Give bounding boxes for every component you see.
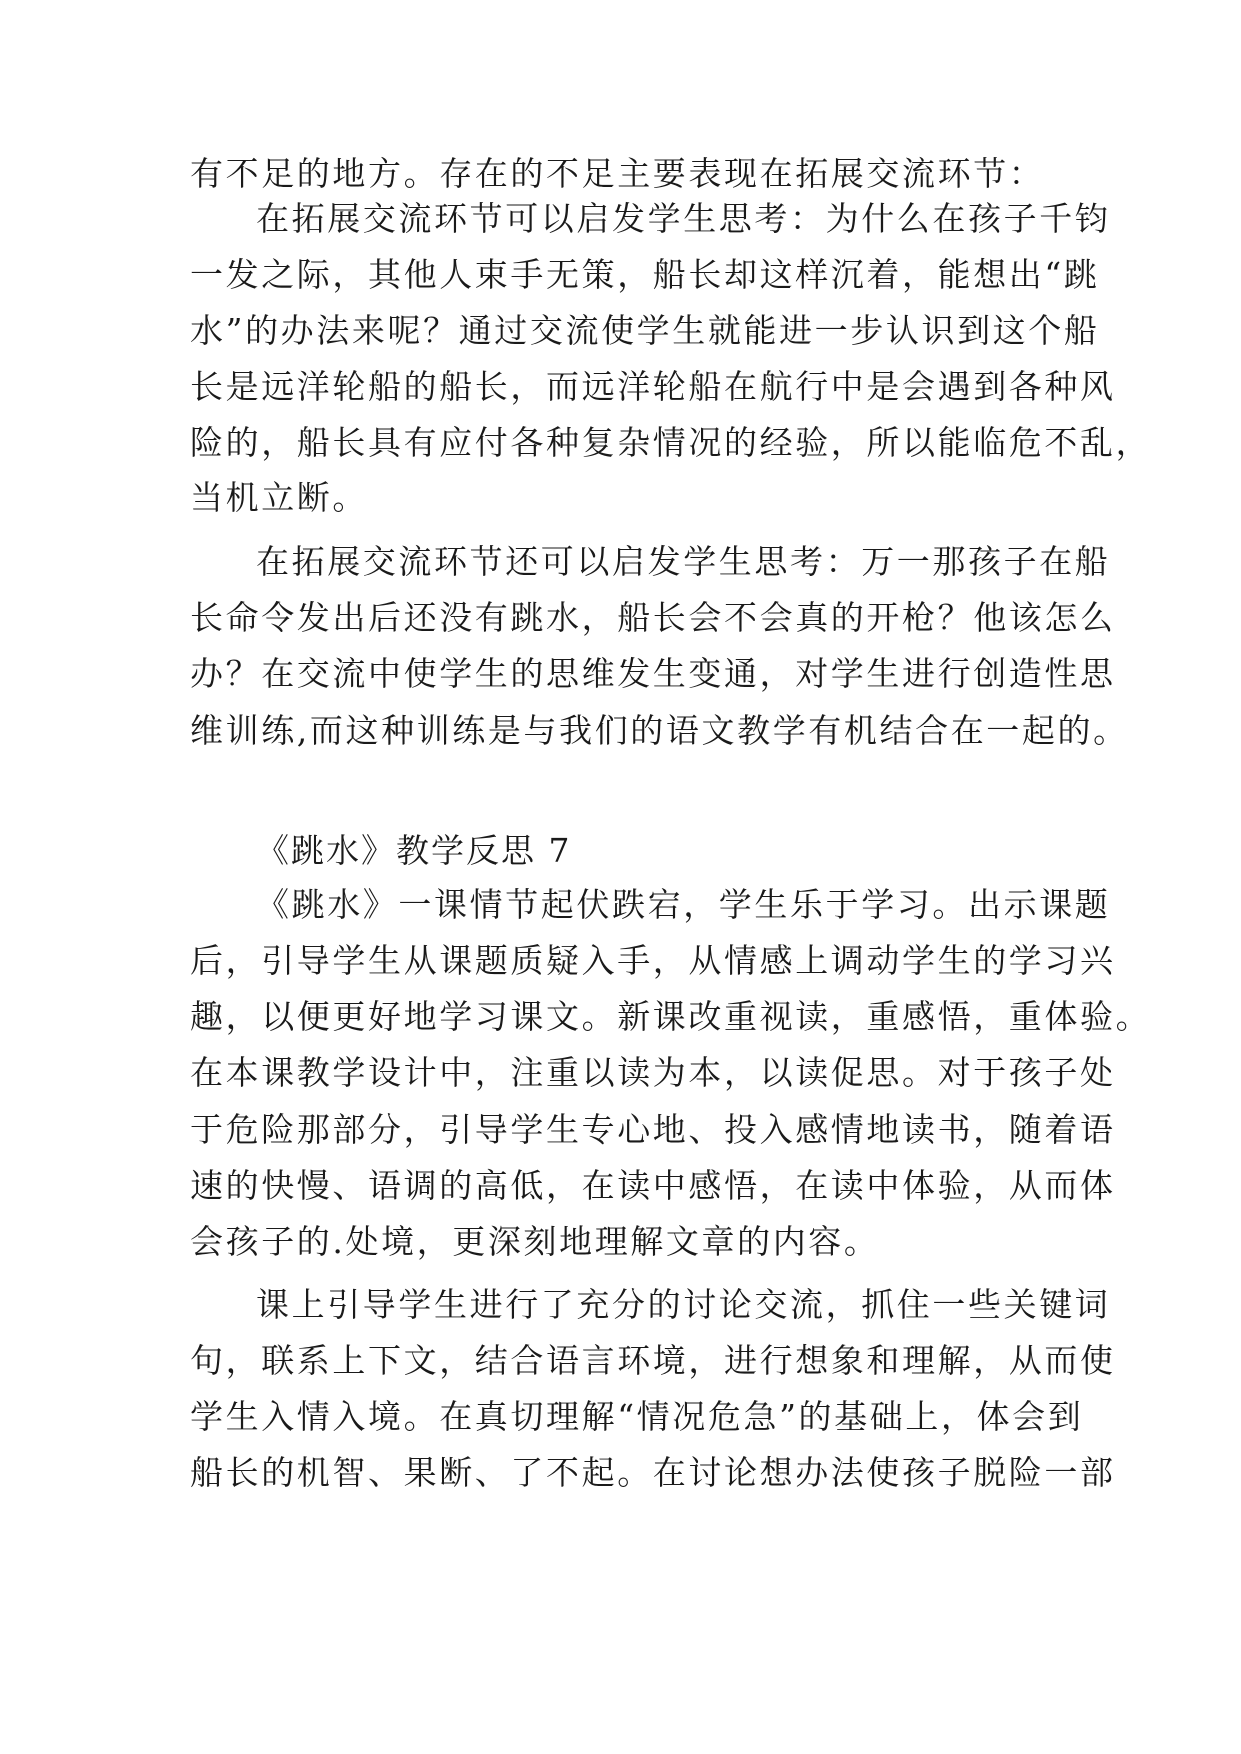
- text-line: 长命令发出后还没有跳水，船长会不会真的开枪？他该怎么: [190, 598, 1116, 637]
- text-line: 在拓展交流环节还可以启发学生思考：万一那孩子在船: [256, 542, 1111, 581]
- text-line: 险的，船长具有应付各种复杂情况的经验，所以能临危不乱，: [190, 423, 1152, 462]
- text-line: 水”的办法来呢？通过交流使学生就能进一步认识到这个船: [190, 311, 1100, 350]
- text-line: 一发之际，其他人束手无策，船长却这样沉着，能想出“跳: [190, 255, 1100, 294]
- text-line: 会孩子的.处境，更深刻地理解文章的内容。: [190, 1222, 880, 1261]
- section-title: 《跳水》教学反思 7: [256, 831, 572, 870]
- text-line: 有不足的地方。存在的不足主要表现在拓展交流环节：: [190, 154, 1045, 193]
- text-line: 趣，以便更好地学习课文。新课改重视读，重感悟，重体验。: [190, 997, 1152, 1036]
- text-line: 课上引导学生进行了充分的讨论交流，抓住一些关键词: [256, 1285, 1111, 1324]
- text-line: 在拓展交流环节可以启发学生思考：为什么在孩子千钧: [256, 199, 1111, 238]
- text-line: 在本课教学设计中，注重以读为本，以读促思。对于孩子处: [190, 1053, 1116, 1092]
- text-line: 后，引导学生从课题质疑入手，从情感上调动学生的学习兴: [190, 941, 1116, 980]
- text-line: 维训练,而这种训练是与我们的语文教学有机结合在一起的。: [190, 711, 1129, 750]
- text-line: 学生入情入境。在真切理解“情况危急”的基础上，体会到: [190, 1397, 1084, 1436]
- text-line: 当机立断。: [190, 478, 368, 517]
- text-line: 办？在交流中使学生的思维发生变通，对学生进行创造性思: [190, 654, 1116, 693]
- text-line: 句，联系上下文，结合语言环境，进行想象和理解，从而使: [190, 1341, 1116, 1380]
- text-line: 《跳水》一课情节起伏跌宕，学生乐于学习。出示课题: [256, 885, 1111, 924]
- text-line: 速的快慢、语调的高低，在读中感悟，在读中体验，从而体: [190, 1166, 1116, 1205]
- text-line: 于危险那部分，引导学生专心地、投入感情地读书，随着语: [190, 1110, 1116, 1149]
- text-line: 长是远洋轮船的船长，而远洋轮船在航行中是会遇到各种风: [190, 367, 1116, 406]
- text-line: 船长的机智、果断、了不起。在讨论想办法使孩子脱险一部: [190, 1453, 1116, 1492]
